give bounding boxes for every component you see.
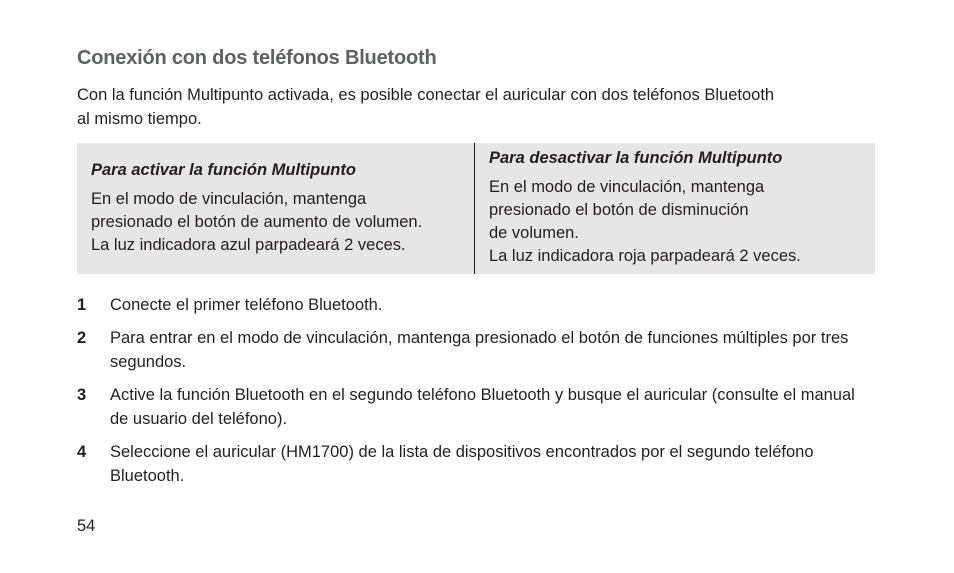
step-number: 3 <box>77 386 87 404</box>
step-text: Para entrar en el modo de vinculación, mantenga presionado el botón de funciones múltiples por tres segundos. <box>110 329 849 371</box>
step-number: 4 <box>77 443 87 461</box>
step-text: Active la función Bluetooth en el segundo teléfono Bluetooth y busque el auricular (consulte el manual de usuario del teléfono). <box>110 386 855 428</box>
intro-paragraph <box>77 83 877 131</box>
deactivate-instruction-line: En el modo de vinculación, mantenga <box>489 178 765 196</box>
intro-line: al mismo tiempo. <box>77 110 202 128</box>
intro-line: Con la función Multipunto activada, es posible conectar el auricular con dos teléfonos Bluetooth <box>77 86 775 104</box>
deactivate-instruction-line: presionado el botón de disminución <box>489 201 749 219</box>
multipoint-table <box>77 143 875 274</box>
activate-instruction-line: En el modo de vinculación, mantenga <box>91 190 367 208</box>
page-number: 54 <box>77 517 96 535</box>
activate-multipoint-title: Para activar la función Multipunto <box>91 161 356 179</box>
step-text: Conecte el primer teléfono Bluetooth. <box>110 296 383 314</box>
activate-multipoint-cell <box>77 143 475 274</box>
step-number: 1 <box>77 296 87 314</box>
step-text: Seleccione el auricular (HM1700) de la lista de dispositivos encontrados por el segundo teléfono Bluetooth. <box>110 443 814 485</box>
step-item <box>77 440 877 488</box>
step-number: 2 <box>77 329 87 347</box>
deactivate-multipoint-title: Para desactivar la función Multipunto <box>489 149 783 167</box>
steps-list <box>77 293 877 497</box>
activate-instruction-line: La luz indicadora azul parpadeará 2 veces. <box>91 236 406 254</box>
deactivate-instruction-line: de volumen. <box>489 224 579 242</box>
step-item <box>77 383 877 431</box>
deactivate-multipoint-cell <box>475 143 875 274</box>
step-item <box>77 326 877 374</box>
section-heading: Conexión con dos teléfonos Bluetooth <box>77 47 437 69</box>
activate-instruction-line: presionado el botón de aumento de volumen. <box>91 213 423 231</box>
step-item <box>77 293 877 317</box>
deactivate-instruction-line: La luz indicadora roja parpadeará 2 veces. <box>489 247 801 265</box>
